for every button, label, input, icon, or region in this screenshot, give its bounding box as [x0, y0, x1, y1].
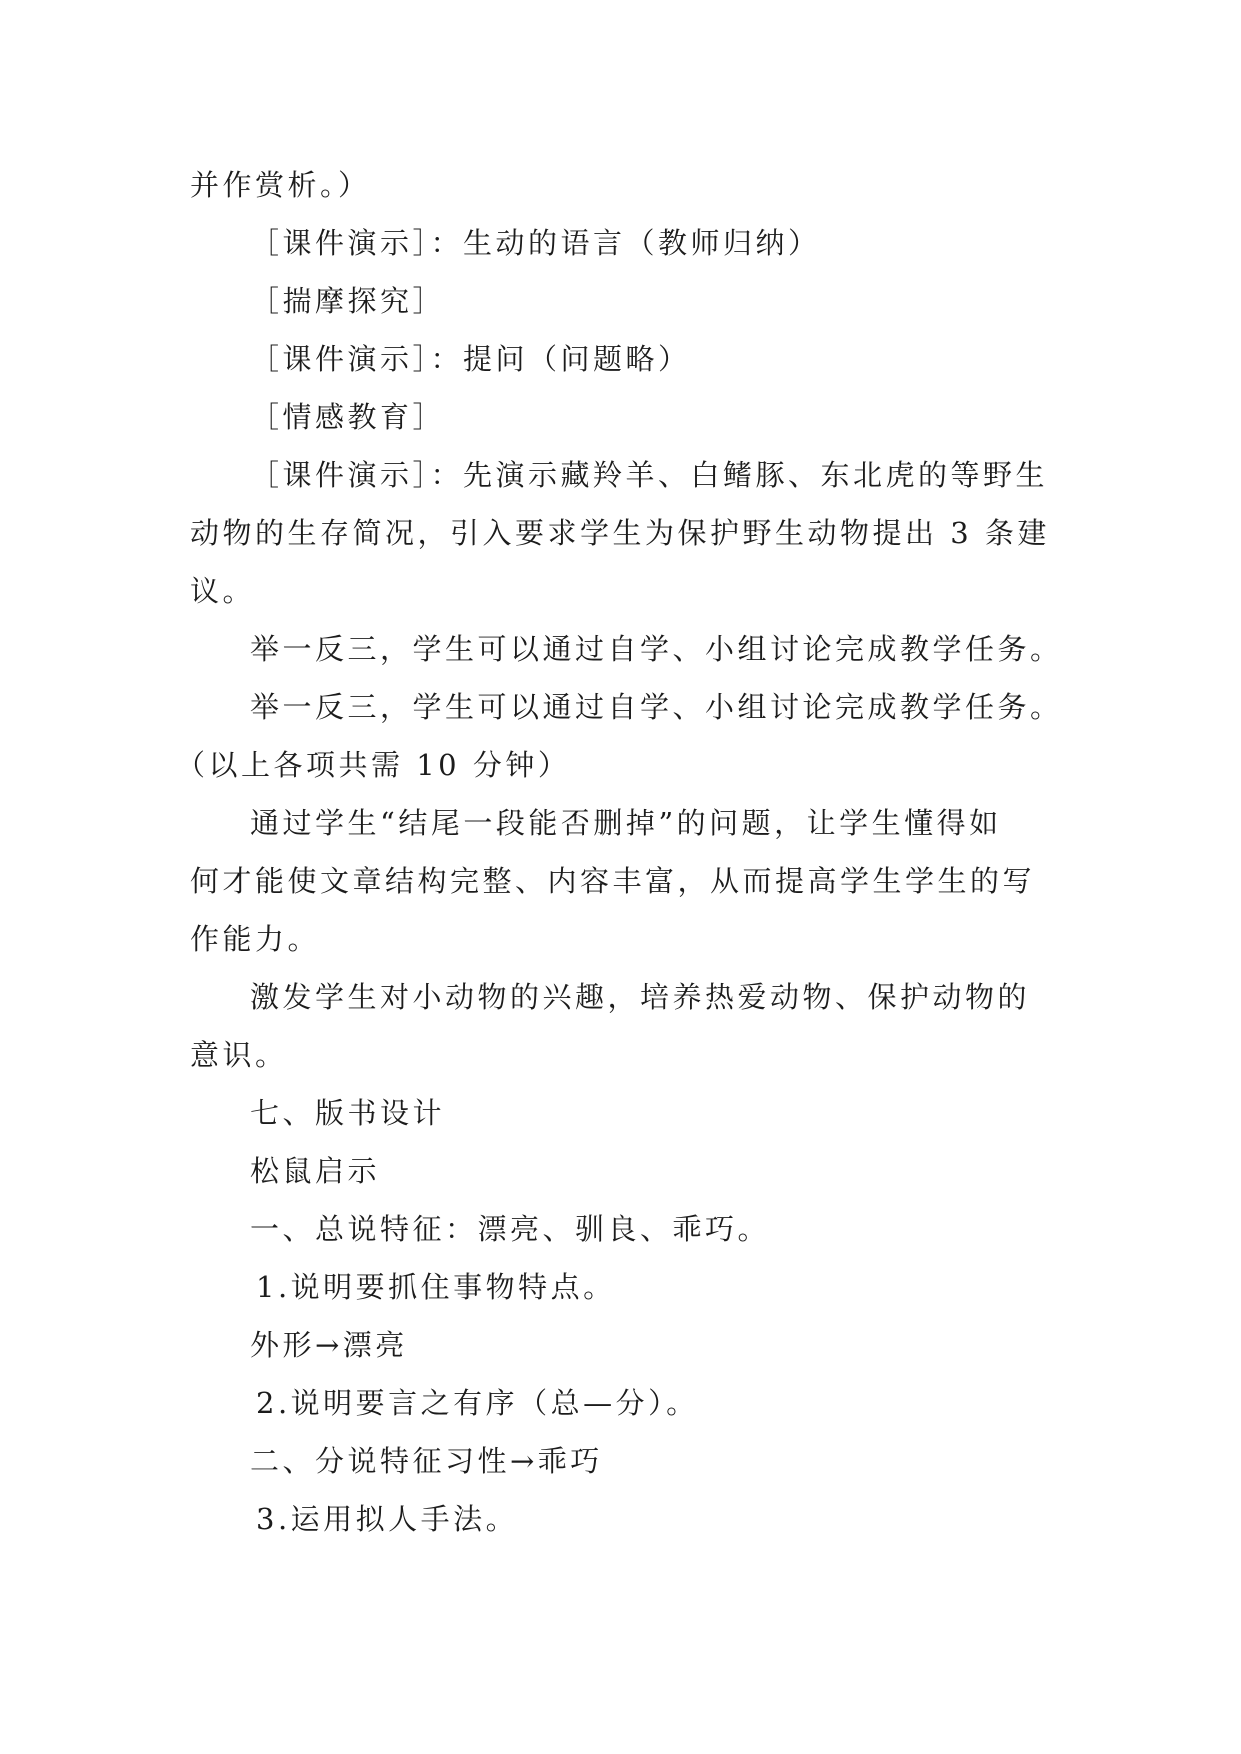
- board-item: 3.运用拟人手法。: [256, 1502, 519, 1536]
- courseware-demo-line: ［课件演示］：生动的语言（教师归纳）: [250, 226, 821, 260]
- paragraph-line: 激发学生对小动物的兴趣，培养热爱动物、保护动物的: [250, 980, 1031, 1014]
- text-line: 并作赏析。）: [190, 168, 371, 202]
- text-line: 动物的生存简况，引入要求学生为保护野生动物提出 3 条建: [190, 516, 1050, 550]
- section-label: ［情感教育］: [250, 400, 446, 434]
- board-title: 松鼠启示: [250, 1154, 381, 1188]
- board-item: 一、总说特征：漂亮、驯良、乖巧。: [250, 1212, 771, 1246]
- text-line: 意识。: [190, 1038, 288, 1072]
- text-line: （以上各项共需 10 分钟）: [176, 748, 571, 782]
- text-line: 议。: [190, 574, 256, 608]
- board-item: 1.说明要抓住事物特点。: [256, 1270, 616, 1304]
- board-item: 外形→漂亮: [250, 1328, 408, 1362]
- section-heading: 七、版书设计: [250, 1096, 446, 1130]
- paragraph-line: 通过学生“结尾一段能否删掉”的问题，让学生懂得如: [250, 806, 1002, 840]
- board-item: 二、分说特征习性→乖巧: [250, 1444, 603, 1478]
- text-line: 何才能使文章结构完整、内容丰富，从而提高学生学生的写: [190, 864, 1036, 898]
- section-label: ［揣摩探究］: [250, 284, 446, 318]
- courseware-demo-line: ［课件演示］：先演示藏羚羊、白鳍豚、东北虎的等野生: [250, 458, 1049, 492]
- paragraph-line: 举一反三，学生可以通过自学、小组讨论完成教学任务。: [250, 632, 1063, 666]
- text-line: 作能力。: [190, 922, 321, 956]
- board-item: 2.说明要言之有序（总—分）。: [256, 1386, 699, 1420]
- courseware-demo-line: ［课件演示］：提问（问题略）: [250, 342, 691, 376]
- document-body: [176, 156, 1190, 1548]
- paragraph-line: 举一反三，学生可以通过自学、小组讨论完成教学任务。: [250, 690, 1063, 724]
